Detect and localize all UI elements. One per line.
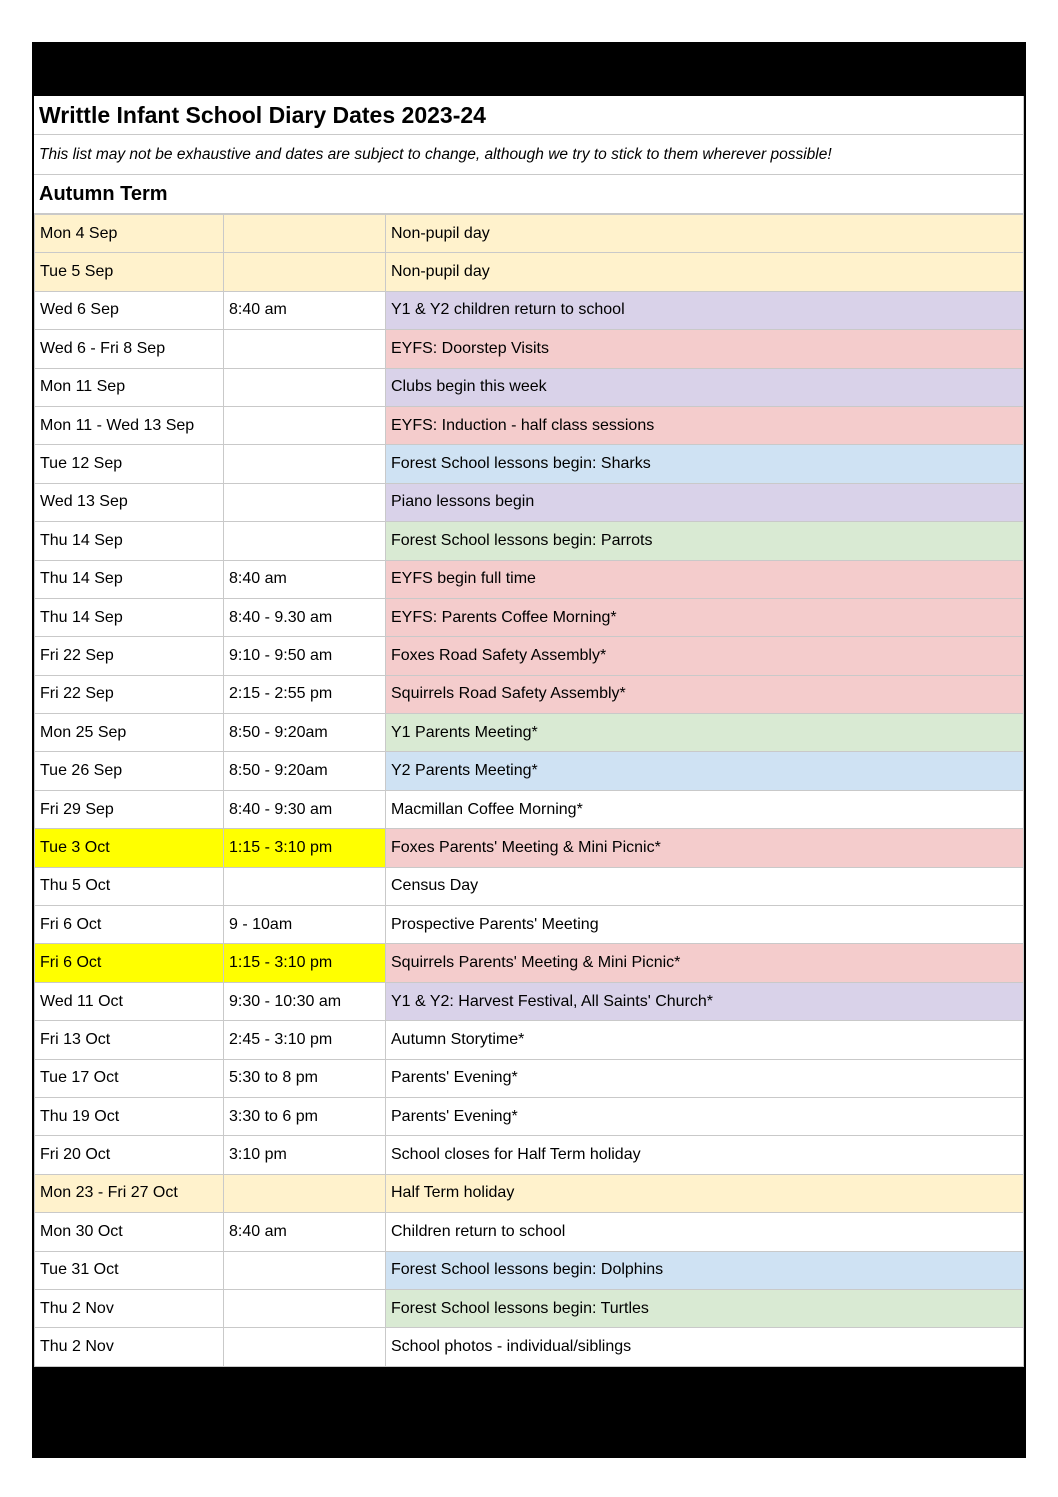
disclaimer-text: This list may not be exhaustive and dates are subject to change, although we try to stick to them wherever possible!: [34, 135, 1024, 175]
table-row: [35, 944, 1024, 982]
event-cell: Squirrels Road Safety Assembly*: [386, 675, 1024, 713]
event-cell: School photos - individual/siblings: [386, 1328, 1024, 1366]
date-cell: Wed 6 Sep: [35, 291, 224, 329]
time-cell: 8:40 am: [224, 291, 386, 329]
table-row: [35, 560, 1024, 598]
time-cell: [224, 522, 386, 560]
page-title: Writtle Infant School Diary Dates 2023-24: [34, 96, 1024, 135]
time-cell: 2:45 - 3:10 pm: [224, 1021, 386, 1059]
diary-table: [34, 214, 1024, 1367]
date-cell: Tue 31 Oct: [35, 1251, 224, 1289]
time-cell: [224, 368, 386, 406]
table-row: [35, 675, 1024, 713]
event-cell: Y1 & Y2: Harvest Festival, All Saints' Church*: [386, 982, 1024, 1020]
time-cell: 1:15 - 3:10 pm: [224, 829, 386, 867]
table-row: [35, 714, 1024, 752]
date-cell: Fri 6 Oct: [35, 906, 224, 944]
event-cell: Prospective Parents' Meeting: [386, 906, 1024, 944]
document-sheet: [32, 42, 1026, 1458]
event-cell: Y1 & Y2 children return to school: [386, 291, 1024, 329]
table-row: [35, 598, 1024, 636]
event-cell: EYFS begin full time: [386, 560, 1024, 598]
table-row: [35, 906, 1024, 944]
date-cell: Wed 11 Oct: [35, 982, 224, 1020]
table-row: [35, 1021, 1024, 1059]
event-cell: Piano lessons begin: [386, 483, 1024, 521]
table-row: [35, 215, 1024, 253]
date-cell: Tue 17 Oct: [35, 1059, 224, 1097]
table-row: [35, 790, 1024, 828]
date-cell: Mon 25 Sep: [35, 714, 224, 752]
date-cell: Thu 14 Sep: [35, 560, 224, 598]
time-cell: 9 - 10am: [224, 906, 386, 944]
event-cell: Foxes Road Safety Assembly*: [386, 637, 1024, 675]
event-cell: Forest School lessons begin: Dolphins: [386, 1251, 1024, 1289]
date-cell: Mon 30 Oct: [35, 1213, 224, 1251]
date-cell: Thu 5 Oct: [35, 867, 224, 905]
date-cell: Thu 2 Nov: [35, 1328, 224, 1366]
event-cell: Foxes Parents' Meeting & Mini Picnic*: [386, 829, 1024, 867]
table-row: [35, 752, 1024, 790]
table-row: [35, 637, 1024, 675]
event-cell: EYFS: Induction - half class sessions: [386, 406, 1024, 444]
event-cell: Parents' Evening*: [386, 1097, 1024, 1135]
table-row: [35, 291, 1024, 329]
table-row: [35, 483, 1024, 521]
time-cell: [224, 867, 386, 905]
date-cell: Thu 19 Oct: [35, 1097, 224, 1135]
date-cell: Mon 11 - Wed 13 Sep: [35, 406, 224, 444]
time-cell: [224, 483, 386, 521]
time-cell: 1:15 - 3:10 pm: [224, 944, 386, 982]
time-cell: 8:40 am: [224, 1213, 386, 1251]
date-cell: Mon 23 - Fri 27 Oct: [35, 1174, 224, 1212]
diary-table-body: [35, 215, 1024, 1367]
table-row: [35, 253, 1024, 291]
time-cell: 8:40 - 9.30 am: [224, 598, 386, 636]
time-cell: [224, 215, 386, 253]
table-row: [35, 1097, 1024, 1135]
time-cell: [224, 253, 386, 291]
date-cell: Thu 14 Sep: [35, 598, 224, 636]
time-cell: 8:50 - 9:20am: [224, 714, 386, 752]
time-cell: 2:15 - 2:55 pm: [224, 675, 386, 713]
table-row: [35, 368, 1024, 406]
event-cell: Forest School lessons begin: Sharks: [386, 445, 1024, 483]
date-cell: Tue 3 Oct: [35, 829, 224, 867]
time-cell: 9:30 - 10:30 am: [224, 982, 386, 1020]
table-row: [35, 1136, 1024, 1174]
table-row: [35, 1059, 1024, 1097]
date-cell: Fri 22 Sep: [35, 637, 224, 675]
date-cell: Tue 26 Sep: [35, 752, 224, 790]
date-cell: Thu 14 Sep: [35, 522, 224, 560]
time-cell: [224, 1328, 386, 1366]
time-cell: 8:40 - 9:30 am: [224, 790, 386, 828]
time-cell: [224, 445, 386, 483]
time-cell: 5:30 to 8 pm: [224, 1059, 386, 1097]
time-cell: 9:10 - 9:50 am: [224, 637, 386, 675]
diary-content: [34, 96, 1024, 1367]
event-cell: EYFS: Doorstep Visits: [386, 330, 1024, 368]
table-row: [35, 1213, 1024, 1251]
table-row: [35, 406, 1024, 444]
date-cell: Mon 4 Sep: [35, 215, 224, 253]
date-cell: Wed 6 - Fri 8 Sep: [35, 330, 224, 368]
event-cell: Children return to school: [386, 1213, 1024, 1251]
date-cell: Fri 20 Oct: [35, 1136, 224, 1174]
time-cell: 3:10 pm: [224, 1136, 386, 1174]
table-row: [35, 522, 1024, 560]
event-cell: School closes for Half Term holiday: [386, 1136, 1024, 1174]
date-cell: Fri 29 Sep: [35, 790, 224, 828]
table-row: [35, 867, 1024, 905]
term-heading: Autumn Term: [34, 175, 1024, 214]
table-row: [35, 982, 1024, 1020]
date-cell: Tue 12 Sep: [35, 445, 224, 483]
event-cell: Macmillan Coffee Morning*: [386, 790, 1024, 828]
time-cell: 8:40 am: [224, 560, 386, 598]
table-row: [35, 445, 1024, 483]
event-cell: Census Day: [386, 867, 1024, 905]
time-cell: 8:50 - 9:20am: [224, 752, 386, 790]
date-cell: Wed 13 Sep: [35, 483, 224, 521]
table-row: [35, 1328, 1024, 1366]
date-cell: Fri 6 Oct: [35, 944, 224, 982]
time-cell: [224, 406, 386, 444]
table-row: [35, 1251, 1024, 1289]
table-row: [35, 330, 1024, 368]
table-row: [35, 1174, 1024, 1212]
event-cell: Squirrels Parents' Meeting & Mini Picnic*: [386, 944, 1024, 982]
date-cell: Mon 11 Sep: [35, 368, 224, 406]
event-cell: Forest School lessons begin: Parrots: [386, 522, 1024, 560]
event-cell: Non-pupil day: [386, 215, 1024, 253]
event-cell: Parents' Evening*: [386, 1059, 1024, 1097]
date-cell: Tue 5 Sep: [35, 253, 224, 291]
event-cell: EYFS: Parents Coffee Morning*: [386, 598, 1024, 636]
event-cell: Clubs begin this week: [386, 368, 1024, 406]
time-cell: 3:30 to 6 pm: [224, 1097, 386, 1135]
time-cell: [224, 1251, 386, 1289]
date-cell: Thu 2 Nov: [35, 1289, 224, 1327]
event-cell: Non-pupil day: [386, 253, 1024, 291]
table-row: [35, 1289, 1024, 1327]
time-cell: [224, 1289, 386, 1327]
event-cell: Y2 Parents Meeting*: [386, 752, 1024, 790]
event-cell: Y1 Parents Meeting*: [386, 714, 1024, 752]
event-cell: Half Term holiday: [386, 1174, 1024, 1212]
event-cell: Autumn Storytime*: [386, 1021, 1024, 1059]
date-cell: Fri 22 Sep: [35, 675, 224, 713]
time-cell: [224, 1174, 386, 1212]
date-cell: Fri 13 Oct: [35, 1021, 224, 1059]
event-cell: Forest School lessons begin: Turtles: [386, 1289, 1024, 1327]
table-row: [35, 829, 1024, 867]
time-cell: [224, 330, 386, 368]
